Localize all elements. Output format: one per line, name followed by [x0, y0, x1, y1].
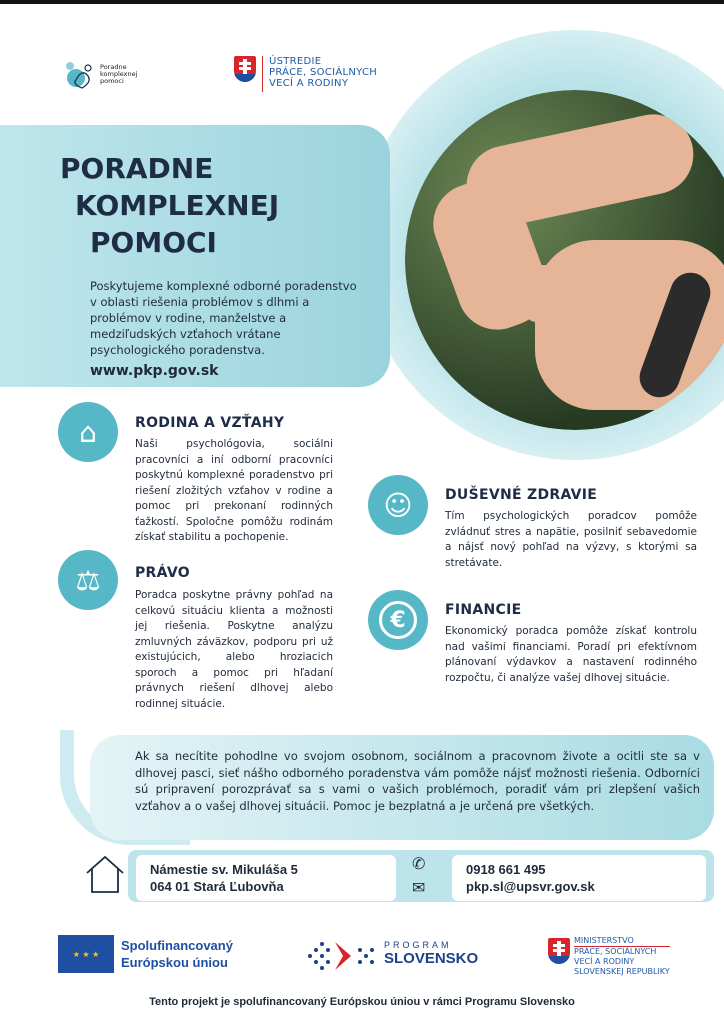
ministry-logo-text — [574, 936, 670, 977]
section-title: DUŠEVNÉ ZDRAVIE — [445, 487, 598, 503]
eu-logo-text — [121, 937, 233, 971]
email-address[interactable]: pkp.sl@upsvr.gov.sk — [466, 879, 595, 894]
page-title-line1: PORADNE — [60, 152, 214, 185]
logo-text: ÚSTREDIE — [269, 56, 322, 67]
slovak-coat-of-arms-icon — [548, 938, 570, 964]
phone-number[interactable]: 0918 661 495 — [466, 862, 546, 877]
logo-text: MINISTERSTVO — [574, 936, 670, 947]
pkp-logo-icon — [62, 58, 96, 90]
website-link[interactable]: www.pkp.gov.sk — [90, 363, 219, 379]
logo-text: SLOVENSKEJ REPUBLIKY — [574, 967, 670, 976]
pkp-logo — [62, 58, 137, 90]
address-line: 064 01 Stará Ľubovňa — [150, 879, 284, 894]
logo-text: pomoci — [100, 76, 124, 85]
logo-text: SLOVENSKO — [384, 950, 479, 967]
top-border — [0, 0, 724, 4]
hands-photo — [360, 30, 724, 460]
logo-text: PROGRAM — [384, 940, 452, 950]
contact-box — [452, 855, 706, 901]
logo-text: Poradne — [100, 62, 127, 71]
section-text: Ekonomický poradca pomôže získať kontrolu nad vašimi financiami. Poradí pri efektívnom plánovaní výdavkov a nastavení rodinného rozpočtu, či analýze vašej dlhovej situácie. — [445, 625, 697, 684]
section-text: Poradca poskytne právny pohľad na celkovú situáciu klienta a možnosti jej riešenia. Poskytne analýzu zmluvných záväzkov, podporu pri už existujúcich, alebo hroziacich sporoch a pomoc pri hľadaní právnych riešení dlhovej alebo rodinnej situácie. — [135, 589, 333, 710]
address-line: Námestie sv. Mikuláša 5 — [150, 862, 298, 877]
logo-text: VECÍ A RODINY — [574, 957, 635, 966]
address-box — [136, 855, 396, 901]
logo-text: Európskou úniou — [121, 955, 228, 970]
logo-text: komplexnej — [100, 69, 138, 78]
page-title-line3: POMOCI — [90, 226, 217, 259]
phone-icon: ✆ — [412, 854, 426, 873]
logo-text: PRÁCE, SOCIÁLNYCH — [574, 947, 657, 956]
section-title: FINANCIE — [445, 602, 522, 618]
headset-person-icon: ☺ — [368, 475, 428, 535]
section-text: Tím psychologických poradcov pomôže zvládnuť stres a napätie, posilniť sebavedomie a nájsť nový pohľad na výzvy, s ktorými sa stretávate. — [445, 510, 697, 569]
page-title-line2: KOMPLEXNEJ — [75, 189, 280, 222]
intro-text: Poskytujeme komplexné odborné poradenstvo v oblasti riešenia problémov s dlhmi a problémov v rodine, manželstve a medziľudských vzťahoch vrátane psychologického poradenstva. — [90, 279, 357, 357]
eu-flag-icon: ★ ★ ★ — [58, 935, 114, 973]
section-text: Naši psychológovia, sociálni pracovníci a iní odborní pracovníci poskytnú komplexné poradenstvo pri riešení zložitých vzťahov v rodine a pomoc pri prekonaní rodinných ťažkostí. Spoločne pomôžu rodinám získať stabilitu a pochopenie. — [135, 438, 333, 543]
euro-icon: € — [368, 590, 428, 650]
family-house-icon: ⌂ — [58, 402, 118, 462]
email-icon: ✉ — [412, 878, 426, 897]
program-slovensko-icon — [305, 938, 377, 974]
logo-text: VECÍ A RODINY — [269, 78, 349, 89]
slovak-coat-of-arms-icon — [234, 56, 256, 82]
section-title: RODINA A VZŤAHY — [135, 415, 285, 431]
house-icon — [84, 853, 126, 895]
logo-text: PRÁCE, SOCIÁLNYCH — [269, 67, 378, 78]
section-title: PRÁVO — [135, 565, 190, 581]
upsvr-logo — [234, 56, 377, 92]
logo-text: Spolufinancovaný — [121, 938, 233, 953]
program-logo-text — [384, 940, 478, 967]
callout-text: Ak sa necítite pohodlne vo svojom osobnom, sociálnom a pracovnom živote a ocitli ste sa v dlhovej pasci, sieť nášho odborného poradenstva vám pomôže nájsť možnosti riešenia. Odborníci sú pripravení porozprávať sa s vami o vašich problémoch, poradiť vám pri zlepšení vašich vzťahov a o vašej dlhovej situácii. Pomoc je bezplatná a je určená pre všetkých. — [135, 749, 700, 813]
footer-note: Tento projekt je spolufinancovaný Európskou úniou v rámci Programu Slovensko — [149, 996, 575, 1008]
scales-icon: ⚖ — [58, 550, 118, 610]
